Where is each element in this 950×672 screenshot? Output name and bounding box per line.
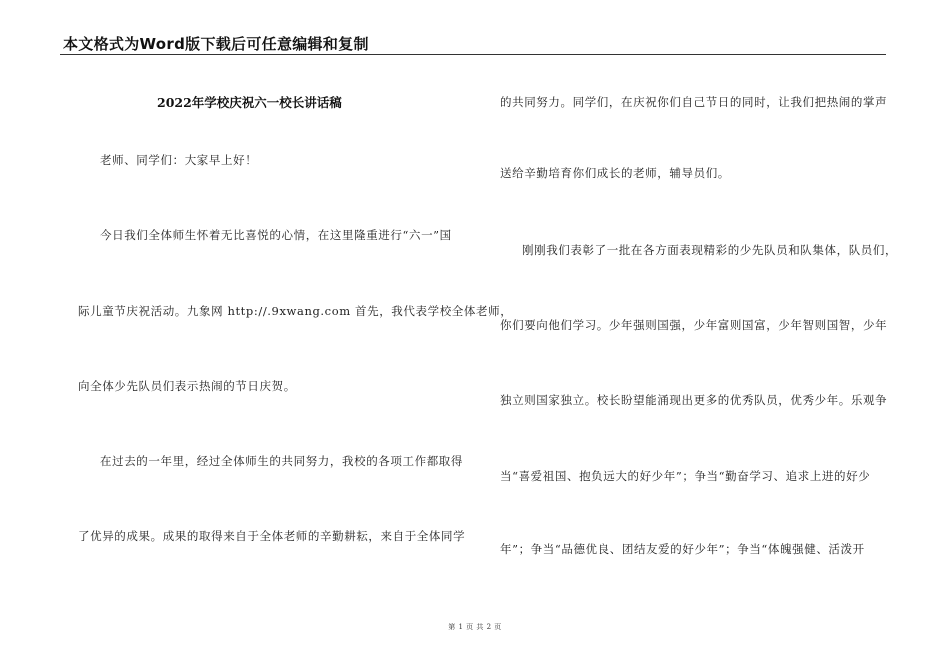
- paragraph-line: 独立则国家独立。校长盼望能涌现出更多的优秀队员，优秀少年。乐观争: [500, 393, 888, 407]
- paragraph-line: 际儿童节庆祝活动。九象网 http://.9xwang.com 首先，我代表学校全体老师，: [78, 304, 513, 318]
- header-divider: [60, 54, 886, 55]
- paragraph-line: 向全体少先队员们表示热闹的节日庆贺。: [78, 379, 296, 393]
- paragraph-line: 你们要向他们学习。少年强则国强，少年富则国富，少年智则国智，少年: [500, 318, 888, 332]
- paragraph-line: 刚刚我们表彰了一批在各方面表现精彩的少先队员和队集体，队员们，: [522, 243, 898, 257]
- paragraph-line: 了优异的成果。成果的取得来自于全体老师的辛勤耕耘，来自于全体同学: [78, 529, 466, 543]
- document-title: 2022年学校庆祝六一校长讲话稿: [157, 95, 342, 110]
- page-footer: 第 1 页 共 2 页: [448, 623, 502, 631]
- paragraph-line: 当“喜爱祖国、抱负远大的好少年”；争当“勤奋学习、追求上进的好少: [500, 469, 871, 483]
- document-header: 本文格式为Word版下载后可任意编辑和复制: [63, 35, 369, 53]
- paragraph-line: 老师、同学们：大家早上好！: [100, 153, 258, 167]
- paragraph-line: 的共同努力。同学们，在庆祝你们自己节日的同时，让我们把热闹的掌声: [500, 95, 888, 109]
- paragraph-line: 在过去的一年里，经过全体师生的共同努力，我校的各项工作都取得: [100, 454, 463, 468]
- paragraph-line: 今日我们全体师生怀着无比喜悦的心情，在这里隆重进行“六一”国: [100, 228, 452, 242]
- paragraph-line: 送给辛勤培育你们成长的老师，辅导员们。: [500, 166, 730, 180]
- paragraph-line: 年”；争当“品德优良、团结友爱的好少年”；争当“体魄强健、活泼开: [500, 542, 865, 556]
